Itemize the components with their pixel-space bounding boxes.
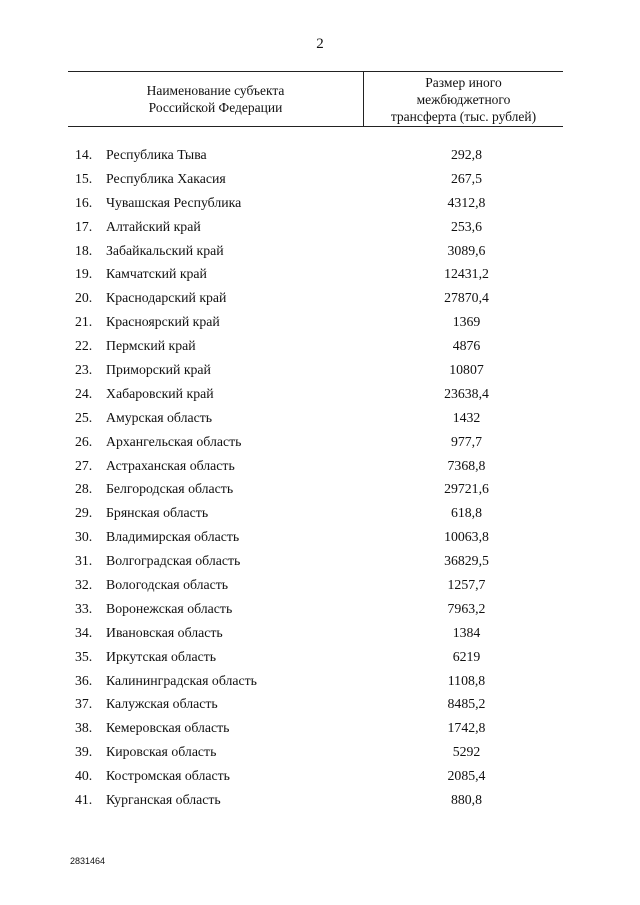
region-name: Республика Хакасия [106, 170, 226, 186]
transfer-amount: 8485,2 [447, 696, 486, 712]
table-row [68, 191, 563, 215]
table-row [68, 262, 563, 286]
table-row [68, 740, 563, 764]
region-name: Забайкальский край [106, 242, 224, 258]
row-number: 32. [75, 576, 93, 592]
region-name: Вологодская область [106, 576, 229, 592]
row-number: 33. [75, 600, 93, 616]
table-row [68, 788, 563, 812]
transfer-amount: 1369 [452, 314, 481, 330]
transfer-amount: 12431,2 [444, 266, 489, 282]
table-row [68, 477, 563, 501]
table-row [68, 358, 563, 382]
column-header-name-line: Наименование субъекта [146, 83, 285, 98]
transfer-amount: 36829,5 [444, 553, 489, 569]
row-number: 21. [75, 314, 93, 330]
row-number: 15. [75, 170, 93, 186]
region-name: Чувашская Республика [106, 194, 242, 210]
transfer-amount: 23638,4 [444, 385, 489, 401]
transfer-amount: 3089,6 [447, 242, 486, 258]
region-name: Хабаровский край [106, 385, 214, 401]
transfer-amount: 1108,8 [447, 672, 486, 688]
transfer-amount: 618,8 [450, 505, 483, 521]
table-row [68, 215, 563, 239]
transfer-amount: 7368,8 [447, 457, 486, 473]
table-row [68, 239, 563, 263]
transfer-amount: 977,7 [450, 433, 483, 449]
row-number: 39. [75, 744, 93, 760]
transfer-amount: 1257,7 [447, 576, 486, 592]
region-name: Калининградская область [106, 672, 257, 688]
transfer-amount: 5292 [452, 744, 481, 760]
table-row [68, 764, 563, 788]
table-row [68, 669, 563, 693]
column-header-size-line: трансферта (тыс. рублей) [390, 109, 537, 124]
row-number: 26. [75, 433, 93, 449]
transfer-amount: 4312,8 [447, 194, 486, 210]
table-row [68, 310, 563, 334]
table-row [68, 549, 563, 573]
region-name: Владимирская область [106, 529, 240, 545]
table-row [68, 501, 563, 525]
table-row [68, 143, 563, 167]
transfer-amount: 253,6 [450, 218, 483, 234]
column-header-size-line: межбюджетного [416, 92, 511, 107]
row-number: 27. [75, 457, 93, 473]
region-name: Камчатский край [106, 266, 207, 282]
table-row [68, 334, 563, 358]
region-name: Калужская область [106, 696, 218, 712]
region-name: Белгородская область [106, 481, 234, 497]
row-number: 31. [75, 553, 93, 569]
region-name: Архангельская область [106, 433, 242, 449]
table-row [68, 692, 563, 716]
table-row [68, 597, 563, 621]
table-row [68, 454, 563, 478]
row-number: 41. [75, 791, 93, 807]
region-name: Курганская область [106, 791, 221, 807]
column-header-size-line: Размер иного [425, 75, 502, 90]
transfer-amount: 1432 [452, 409, 481, 425]
table-header [68, 71, 563, 127]
region-name: Кемеровская область [106, 720, 230, 736]
region-name: Красноярский край [106, 314, 220, 330]
table-body [68, 143, 563, 812]
region-name: Воронежская область [106, 600, 233, 616]
row-number: 17. [75, 218, 93, 234]
transfer-amount: 292,8 [450, 146, 483, 162]
region-name: Ивановская область [106, 624, 223, 640]
table-row [68, 286, 563, 310]
row-number: 25. [75, 409, 93, 425]
table-row [68, 645, 563, 669]
region-name: Астраханская область [106, 457, 235, 473]
row-number: 23. [75, 361, 93, 377]
transfer-table [68, 71, 563, 812]
column-header-name-line: Российской Федерации [148, 100, 283, 115]
row-number: 37. [75, 696, 93, 712]
region-name: Алтайский край [106, 218, 201, 234]
table-row [68, 573, 563, 597]
transfer-amount: 29721,6 [444, 481, 489, 497]
region-name: Иркутская область [106, 648, 217, 664]
region-name: Костромская область [106, 768, 230, 784]
row-number: 34. [75, 624, 93, 640]
region-name: Краснодарский край [106, 290, 227, 306]
row-number: 22. [75, 338, 93, 354]
transfer-amount: 880,8 [450, 791, 483, 807]
region-name: Кировская область [106, 744, 217, 760]
transfer-amount: 4876 [452, 338, 481, 354]
transfer-amount: 1384 [452, 624, 481, 640]
transfer-amount: 27870,4 [444, 290, 489, 306]
row-number: 29. [75, 505, 93, 521]
transfer-amount: 1742,8 [447, 720, 486, 736]
transfer-amount: 6219 [452, 648, 481, 664]
row-number: 24. [75, 385, 93, 401]
transfer-amount: 10063,8 [444, 529, 489, 545]
row-number: 35. [75, 648, 93, 664]
column-header-size [364, 72, 563, 126]
table-row [68, 382, 563, 406]
region-name: Амурская область [106, 409, 213, 425]
table-row [68, 430, 563, 454]
region-name: Брянская область [106, 505, 209, 521]
transfer-amount: 10807 [449, 361, 484, 377]
row-number: 19. [75, 266, 93, 282]
region-name: Пермский край [106, 338, 196, 354]
page-number: 2 [316, 36, 324, 52]
row-number: 36. [75, 672, 93, 688]
transfer-amount: 267,5 [450, 170, 483, 186]
table-row [68, 716, 563, 740]
row-number: 38. [75, 720, 93, 736]
row-number: 14. [75, 146, 93, 162]
transfer-amount: 2085,4 [447, 768, 486, 784]
row-number: 16. [75, 194, 93, 210]
document-code: 2831464 [70, 856, 106, 866]
table-row [68, 525, 563, 549]
row-number: 30. [75, 529, 93, 545]
transfer-amount: 7963,2 [447, 600, 486, 616]
row-number: 28. [75, 481, 93, 497]
row-number: 40. [75, 768, 93, 784]
region-name: Волгоградская область [106, 553, 241, 569]
row-number: 20. [75, 290, 93, 306]
table-row [68, 621, 563, 645]
region-name: Приморский край [106, 361, 211, 377]
column-header-name [68, 72, 364, 126]
table-row [68, 167, 563, 191]
table-row [68, 406, 563, 430]
row-number: 18. [75, 242, 93, 258]
region-name: Республика Тыва [106, 146, 207, 162]
